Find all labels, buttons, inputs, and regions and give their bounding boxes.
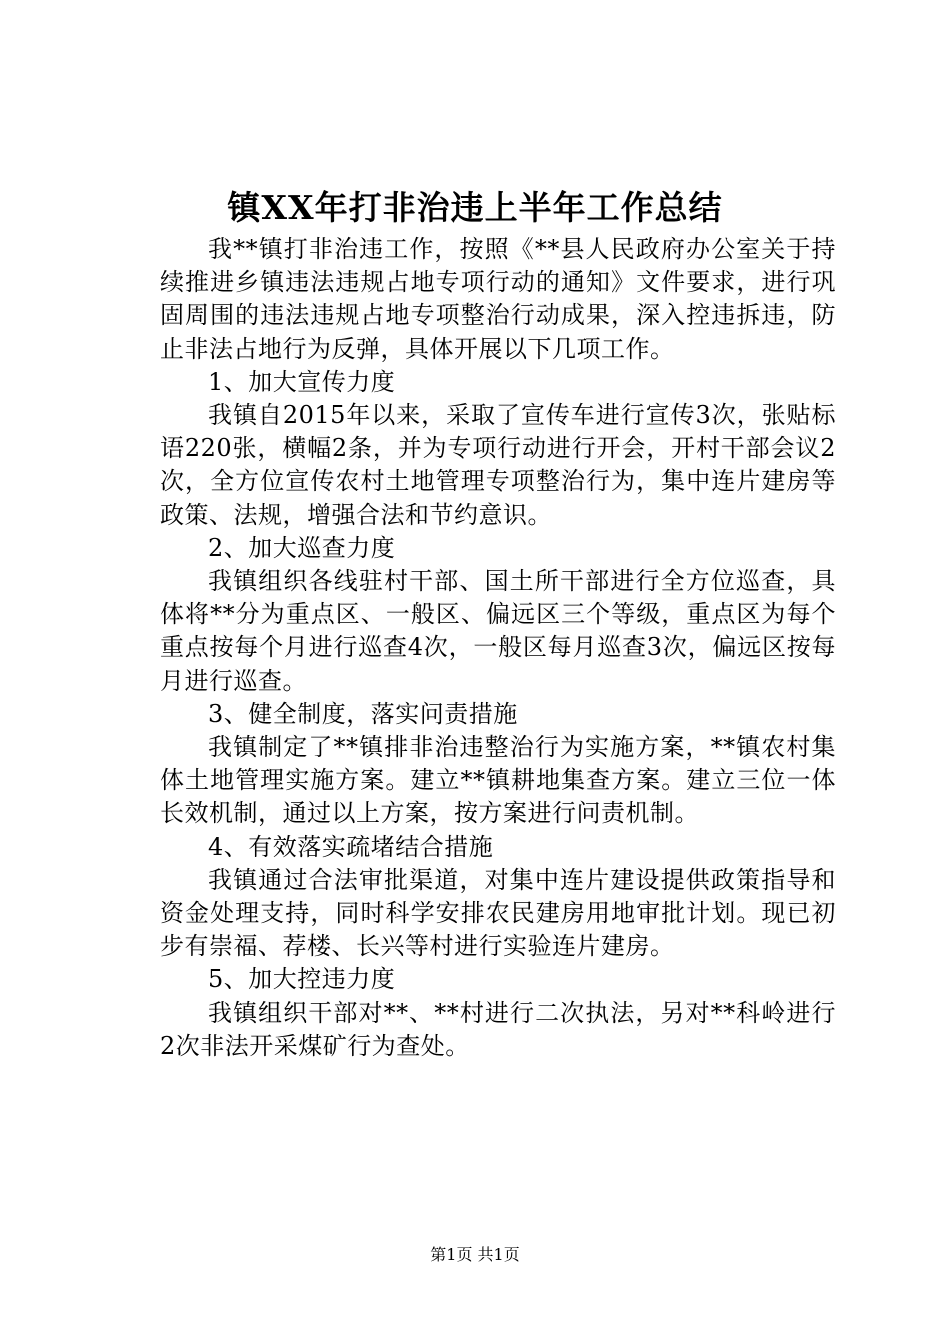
section-heading-2: 2、加大巡查力度 [208, 533, 396, 562]
section-heading-4: 4、有效落实疏堵结合措施 [208, 832, 494, 861]
section-heading-5: 5、加大控违力度 [208, 965, 396, 994]
intro-paragraph: 我**镇打非治违工作，按照《**县人民政府办公室关于持续推进乡镇违法违规占地专项行动的通知》文件要求，进行巩固周围的违法违规占地专项整治行动成果，深入控违拆违，防止非法占地行为反弹，具体开展以下几项工作。 [160, 235, 836, 363]
page-footer: 第1页 共1页 [430, 1245, 520, 1264]
section-paragraph-1: 我镇自2015年以来，采取了宣传车进行宣传3次，张贴标语220张，横幅2条，并为专项行动进行开会，开村干部会议2次，全方位宣传农村土地管理专项整治行为，集中连片建房等政策、法规，增强合法和节约意识。 [160, 401, 836, 529]
document-title: 镇XX年打非治违上半年工作总结 [227, 188, 723, 227]
section-paragraph-3: 我镇制定了**镇排非治违整治行为实施方案，**镇农村集体土地管理实施方案。建立**镇耕地集查方案。建立三位一体长效机制，通过以上方案，按方案进行问责机制。 [160, 733, 836, 828]
section-paragraph-4: 我镇通过合法审批渠道，对集中连片建设提供政策指导和资金处理支持，同时科学安排农民建房用地审批计划。现已初步有崇福、荐楼、长兴等村进行实验连片建房。 [160, 865, 836, 961]
section-heading-1: 1、加大宣传力度 [208, 367, 396, 396]
section-paragraph-5: 我镇组织干部对**、**村进行二次执法，另对**科岭进行2次非法开采煤矿行为查处。 [160, 998, 836, 1060]
document-body [160, 233, 836, 1063]
section-paragraph-2: 我镇组织各线驻村干部、国土所干部进行全方位巡查，具体将**分为重点区、一般区、偏远区三个等级，重点区为每个重点按每个月进行巡查4次，一般区每月巡查3次，偏远区按每月进行巡查。 [160, 567, 836, 695]
section-heading-3: 3、健全制度，落实问责措施 [208, 699, 518, 728]
